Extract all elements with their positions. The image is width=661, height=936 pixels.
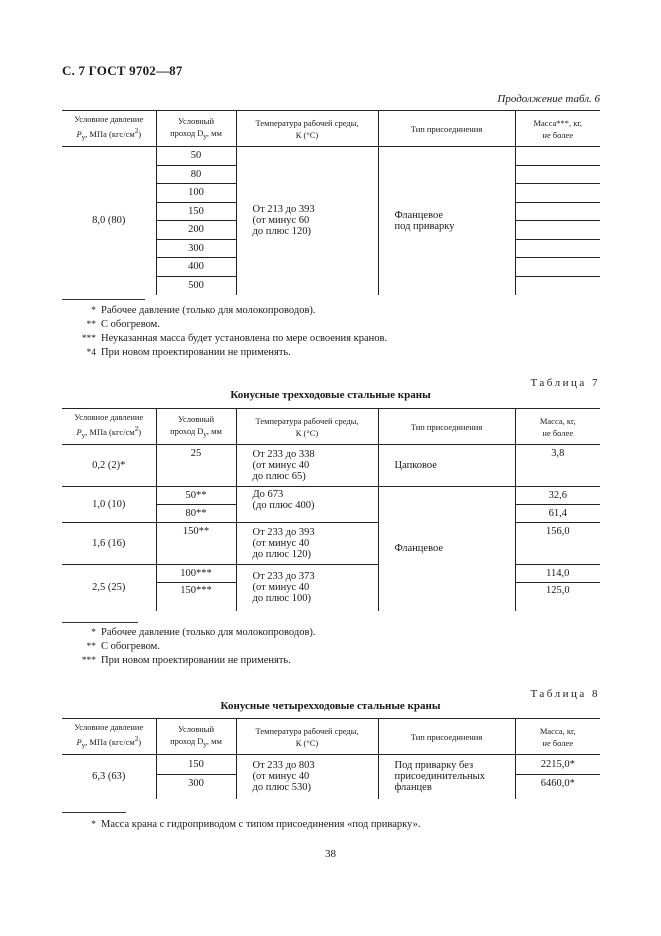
footnote: ** С обогревом.	[86, 319, 160, 330]
bore-cell: 300	[156, 239, 236, 258]
mass-cell: 114,0	[515, 565, 600, 583]
col-header-bore: Условный проход $D_у$, мм	[156, 409, 236, 445]
footnotes-table-6	[62, 304, 387, 360]
mass-cell: 3,8	[515, 445, 600, 487]
connection-cell: Под приварку без присоединительных фланцев	[378, 755, 515, 799]
pressure-cell: 6,3 (63)	[92, 771, 126, 783]
mass-cell: 2215,0*	[515, 755, 600, 775]
bore-cell: 150	[156, 755, 236, 775]
table-continuation-label: Продолжение табл. 6	[497, 93, 600, 105]
table-7-title: Конусные трехходовые стальные краны	[230, 389, 431, 401]
temp-cell: До 673 (до плюс 400)	[236, 487, 378, 523]
connection-cell: Фланцевое	[378, 487, 515, 611]
table-7	[62, 408, 600, 611]
bore-cell: 80**	[156, 505, 236, 523]
col-header-temp: Температура рабочей среды, К (°С)	[236, 111, 378, 147]
bore-cell: 100***	[156, 565, 236, 583]
mass-cell	[515, 184, 600, 203]
pressure-cell: 2,5 (25)	[92, 582, 126, 594]
mass-cell	[515, 202, 600, 221]
col-header-pressure: Условное давление $P_у$, МПа $(кгс/см^2)$	[74, 412, 144, 440]
page-number: 38	[325, 848, 336, 860]
page-header: С. 7 ГОСТ 9702—87	[62, 63, 183, 78]
footnote-separator	[62, 812, 126, 813]
temp-cell: От 213 до 393 (от минус 60 до плюс 120)	[236, 147, 378, 295]
temp-cell: От 233 до 373 (от минус 40 до плюс 100)	[236, 565, 378, 611]
col-header-connection: Тип присоединения	[378, 111, 515, 147]
bore-cell: 150***	[156, 583, 236, 611]
table-6	[62, 110, 600, 295]
mass-cell	[515, 221, 600, 240]
table-8-title: Конусные четырехходовые стальные краны	[220, 700, 441, 712]
mass-cell: 125,0	[515, 583, 600, 611]
mass-cell: 32,6	[515, 487, 600, 505]
col-header-connection: Тип присоединения	[378, 719, 515, 755]
mass-cell	[515, 239, 600, 258]
mass-cell	[515, 258, 600, 277]
bore-cell: 50**	[156, 487, 236, 505]
bore-cell: 400	[156, 258, 236, 277]
col-header-temp: Температура рабочей среды, К (°С)	[236, 409, 378, 445]
table-8	[62, 718, 600, 799]
footnote-separator	[62, 622, 138, 623]
pressure-cell: 1,6 (16)	[62, 523, 156, 565]
mass-cell: 61,4	[515, 505, 600, 523]
footnote: *** При новом проектировании не применять.	[81, 655, 291, 666]
footnote-separator	[62, 299, 145, 300]
footnote: ** С обогревом.	[86, 641, 160, 652]
mass-cell	[515, 147, 600, 166]
bore-cell: 25	[156, 445, 236, 487]
bore-cell: 80	[156, 165, 236, 184]
col-header-mass: Масса, кг, не более	[515, 719, 600, 755]
mass-cell	[515, 276, 600, 295]
col-header-connection: Тип присоединения	[378, 409, 515, 445]
col-header-mass: Масса***, кг, не более	[515, 111, 600, 147]
mass-cell: 6460,0*	[515, 775, 600, 799]
connection-cell: Фланцевое под приварку	[378, 147, 515, 295]
col-header-bore: Условный проход $D_у$, мм	[156, 111, 236, 147]
bore-cell: 100	[156, 184, 236, 203]
pressure-cell: 1,0 (10)	[62, 487, 156, 523]
temp-cell: От 233 до 338 (от минус 40 до плюс 65)	[236, 445, 378, 487]
footnotes-table-8	[62, 818, 420, 832]
bore-cell: 500	[156, 276, 236, 295]
footnote: * Масса крана с гидроприводом с типом присоединения «под приварку».	[91, 819, 421, 830]
mass-cell	[515, 165, 600, 184]
pressure-cell: 8,0 (80)	[92, 215, 126, 227]
bore-cell: 200	[156, 221, 236, 240]
col-header-bore: Условный проход $D_у$, мм	[156, 719, 236, 755]
bore-cell: 300	[156, 775, 236, 799]
table-7-label: Таблица 7	[530, 377, 600, 389]
bore-cell: 50	[156, 147, 236, 166]
temp-cell: От 233 до 393 (от минус 40 до плюс 120)	[236, 523, 378, 565]
footnote: *** Неуказанная масса будет установлена по мере освоения кранов.	[81, 333, 388, 344]
temp-cell: От 233 до 803 (от минус 40 до плюс 530)	[236, 755, 378, 799]
col-header-temp: Температура рабочей среды, К (°С)	[236, 719, 378, 755]
mass-cell: 156,0	[515, 523, 600, 565]
pressure-cell: 0,2 (2)*	[92, 460, 126, 471]
col-header-pressure: Условное давление $P_у$, МПа $(кгс/см^2)$	[74, 114, 144, 142]
col-header-pressure: Условное давление $P_у$, МПа $(кгс/см^2)$	[74, 722, 144, 750]
bore-cell: 150	[156, 202, 236, 221]
footnote: * Рабочее давление (только для молокопроводов).	[91, 305, 316, 316]
col-header-mass: Масса, кг, не более	[515, 409, 600, 445]
footnotes-table-7	[62, 626, 316, 668]
connection-cell: Цапковое	[378, 445, 515, 487]
bore-cell: 150**	[156, 523, 236, 565]
footnote: * Рабочее давление (только для молокопроводов).	[91, 627, 316, 638]
table-8-label: Таблица 8	[530, 688, 600, 700]
footnote: *4 При новом проектировании не применять.	[86, 347, 291, 358]
